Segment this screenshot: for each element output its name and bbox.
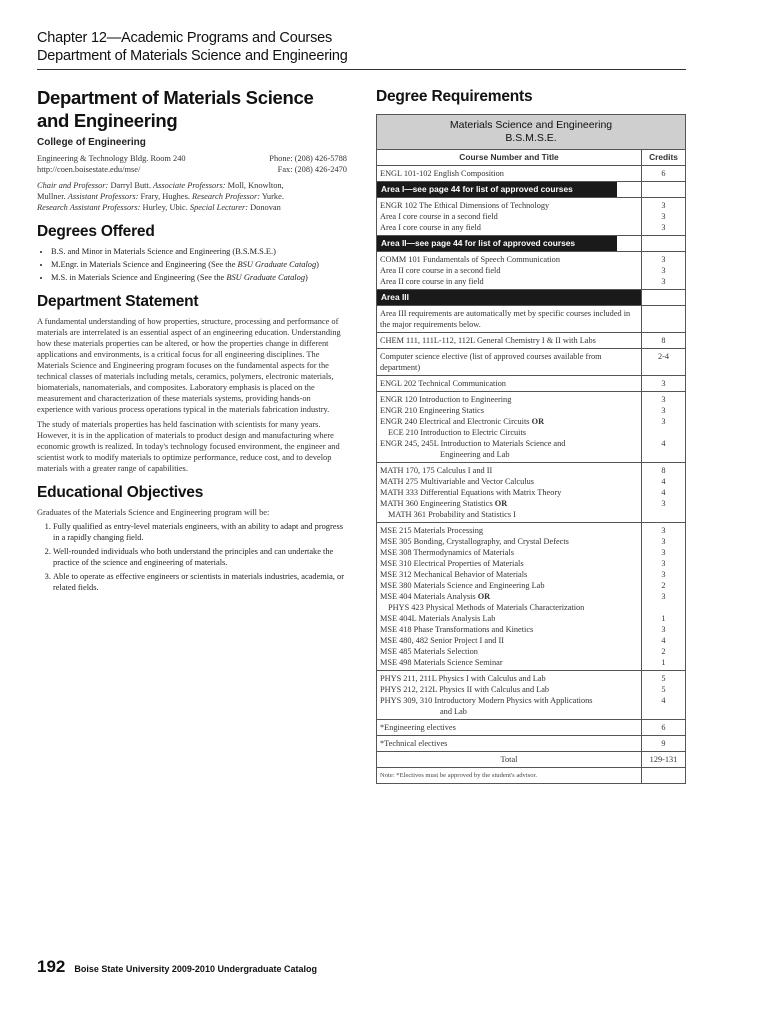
faculty-names: Mullner. bbox=[37, 192, 68, 201]
table-row bbox=[377, 333, 686, 349]
course-cell: Area III requirements are automatically met by specific courses included in the major requirements below. bbox=[377, 306, 642, 333]
credit-value: 1 bbox=[661, 658, 666, 667]
credit-value: 3 bbox=[661, 592, 666, 601]
course-cell bbox=[377, 252, 642, 290]
credits-cell bbox=[642, 306, 686, 333]
credit-value: 3 bbox=[661, 201, 666, 210]
area-iii-header bbox=[377, 290, 642, 306]
right-column bbox=[376, 88, 686, 784]
degrees-list bbox=[37, 246, 347, 283]
degree-text: ) bbox=[305, 273, 308, 282]
credits-cell bbox=[642, 182, 686, 198]
faculty-label: Assistant Professors: bbox=[67, 192, 139, 201]
credit-value: 3 bbox=[661, 277, 666, 286]
requirements-table bbox=[376, 114, 686, 784]
course-cell bbox=[377, 198, 642, 236]
credits-cell: 6 bbox=[642, 720, 686, 736]
objectives-intro: Graduates of the Materials Science and Engineering program will be: bbox=[37, 508, 270, 517]
table-title-line2: B.S.M.S.E. bbox=[505, 132, 557, 144]
faculty-names: Moll, Knowlton, bbox=[225, 181, 284, 190]
credits-cell bbox=[642, 198, 686, 236]
list-item bbox=[51, 246, 347, 257]
statement-paragraph-2: The study of materials properties has held fascination with scientists for many years. However, it is in the application of materials to product design and manufacturing where economic growth is realized. In today's technology focused environment, the engineer and scientist work to modify materials to optimize performance, reduce cost, and to develop materials with a greater range of capabilities. bbox=[37, 420, 340, 473]
course-line: MSE 305 Bonding, Crystallography, and Crystal Defects bbox=[380, 537, 569, 546]
table-row bbox=[377, 198, 686, 236]
list-item: 2. Well-rounded individuals who both understand the principles and can undertake the practice of the science and engineering of materials. bbox=[53, 546, 347, 568]
course-line: ENGR 120 Introduction to Engineering bbox=[380, 395, 512, 404]
credit-value: 2 bbox=[661, 647, 666, 656]
table-note: Note: *Electives must be approved by the student's advisor. bbox=[377, 768, 642, 784]
page-number: 192 bbox=[37, 957, 66, 976]
course-line: MSE 380 Materials Science and Engineering Lab bbox=[380, 581, 545, 590]
credit-value: 3 bbox=[661, 625, 666, 634]
faculty-names: Frary, Hughes. bbox=[138, 192, 193, 201]
course-line: Area I core course in a second field bbox=[380, 212, 498, 221]
table-row bbox=[377, 306, 686, 333]
credits-cell: 2-4 bbox=[642, 349, 686, 376]
credit-value: 5 bbox=[661, 685, 666, 694]
credits-cell: 8 bbox=[642, 333, 686, 349]
degree-text: B.S. and Minor in Materials Science and Engineering (B.S.M.S.E.) bbox=[51, 247, 276, 256]
list-item bbox=[51, 272, 347, 283]
course-line: MSE 485 Materials Selection bbox=[380, 647, 478, 656]
or-label: OR bbox=[531, 417, 545, 426]
course-cell bbox=[377, 671, 642, 720]
credits-cell bbox=[642, 463, 686, 523]
faculty-label: Chair and Professor: bbox=[37, 181, 109, 190]
faculty-names: Donovan bbox=[248, 203, 281, 212]
credits-cell: 9 bbox=[642, 736, 686, 752]
degrees-offered-heading: Degrees Offered bbox=[37, 223, 155, 240]
course-line: MATH 361 Probability and Statistics I bbox=[388, 510, 516, 519]
credit-value: 4 bbox=[661, 477, 666, 486]
credit-value: 3 bbox=[661, 255, 666, 264]
course-line: ENGR 245, 245L Introduction to Materials Science and bbox=[380, 439, 566, 448]
area-header-row bbox=[377, 236, 686, 252]
college-name: College of Engineering bbox=[37, 137, 146, 148]
credit-value: 4 bbox=[661, 636, 666, 645]
department-title-line2: and Engineering bbox=[37, 110, 178, 131]
column-header-course: Course Number and Title bbox=[377, 150, 642, 166]
course-text: MATH 360 Engineering Statistics bbox=[380, 499, 495, 508]
course-line: ENGR 102 The Ethical Dimensions of Technology bbox=[380, 201, 550, 210]
total-credits: 129-131 bbox=[642, 752, 686, 768]
degree-text: M.Engr. in Materials Science and Engineering (See the bbox=[51, 260, 238, 269]
table-header-row bbox=[377, 150, 686, 166]
credit-value: 1 bbox=[661, 614, 666, 623]
credits-cell bbox=[642, 252, 686, 290]
table-row bbox=[377, 736, 686, 752]
course-line: MATH 333 Differential Equations with Matrix Theory bbox=[380, 488, 562, 497]
left-column bbox=[37, 86, 347, 596]
course-cell: *Technical electives bbox=[377, 736, 642, 752]
course-line: Area II core course in any field bbox=[380, 277, 484, 286]
course-line: MATH 170, 175 Calculus I and II bbox=[380, 466, 493, 475]
course-line: and Lab bbox=[440, 707, 467, 716]
credit-value: 4 bbox=[661, 488, 666, 497]
credit-value: 3 bbox=[661, 395, 666, 404]
website-link[interactable]: http://coen.boisestate.edu/mse/ bbox=[37, 165, 141, 174]
credit-value: 3 bbox=[661, 223, 666, 232]
credit-value: 4 bbox=[661, 696, 666, 705]
credit-value: 4 bbox=[661, 439, 666, 448]
list-item bbox=[51, 259, 347, 270]
course-cell: ENGL 202 Technical Communication bbox=[377, 376, 642, 392]
table-row bbox=[377, 720, 686, 736]
department-statement-heading: Department Statement bbox=[37, 293, 199, 310]
course-cell: CHEM 111, 111L-112, 112L General Chemistry I & II with Labs bbox=[377, 333, 642, 349]
table-title bbox=[377, 115, 686, 150]
table-row bbox=[377, 392, 686, 463]
credits-cell: 6 bbox=[642, 166, 686, 182]
credit-value: 3 bbox=[661, 417, 666, 426]
course-line: PHYS 211, 211L Physics I with Calculus and Lab bbox=[380, 674, 546, 683]
degree-requirements-heading: Degree Requirements bbox=[376, 88, 533, 105]
credit-value: 3 bbox=[661, 406, 666, 415]
faculty-label: Research Professor: bbox=[192, 192, 261, 201]
header-divider bbox=[37, 69, 686, 70]
table-row bbox=[377, 376, 686, 392]
credit-value bbox=[645, 602, 682, 613]
course-line: PHYS 212, 212L Physics II with Calculus and Lab bbox=[380, 685, 550, 694]
credits-cell bbox=[642, 671, 686, 720]
course-line: MATH 275 Multivariable and Vector Calculus bbox=[380, 477, 535, 486]
credit-value: 3 bbox=[661, 499, 666, 508]
credits-cell bbox=[642, 523, 686, 671]
credit-value: 5 bbox=[661, 674, 666, 683]
or-label: OR bbox=[494, 499, 508, 508]
course-cell bbox=[377, 463, 642, 523]
or-label: OR bbox=[477, 592, 491, 601]
area-header-row bbox=[377, 290, 686, 306]
course-line: MSE 310 Electrical Properties of Materials bbox=[380, 559, 524, 568]
credit-value: 3 bbox=[661, 548, 666, 557]
faculty-label: Research Assistant Professors: bbox=[37, 203, 141, 212]
credits-cell bbox=[642, 392, 686, 463]
credit-value: 3 bbox=[661, 570, 666, 579]
course-line bbox=[380, 591, 638, 602]
faculty-label: Special Lecturer: bbox=[189, 203, 248, 212]
course-line: MSE 480, 482 Senior Project I and II bbox=[380, 636, 504, 645]
objectives-list bbox=[37, 521, 347, 593]
course-line: MSE 312 Mechanical Behavior of Materials bbox=[380, 570, 528, 579]
header-chapter: Chapter 12—Academic Programs and Courses bbox=[37, 30, 333, 46]
table-row bbox=[377, 252, 686, 290]
area-ii-header bbox=[377, 236, 642, 252]
note-row bbox=[377, 768, 686, 784]
page-footer bbox=[37, 957, 317, 977]
list-item: 1. Fully qualified as entry-level materials engineers, with an ability to adapt and progress in a rapidly changing field. bbox=[53, 521, 347, 543]
credit-value: 3 bbox=[661, 537, 666, 546]
course-cell: *Engineering electives bbox=[377, 720, 642, 736]
catalog-reference: BSU Graduate Catalog bbox=[237, 260, 317, 269]
course-line: Engineering and Lab bbox=[440, 450, 510, 459]
table-row bbox=[377, 523, 686, 671]
area-i-header bbox=[377, 182, 642, 198]
table-title-line1: Materials Science and Engineering bbox=[449, 119, 613, 131]
credit-value: 3 bbox=[661, 266, 666, 275]
course-line: MSE 404L Materials Analysis Lab bbox=[380, 614, 496, 623]
building: Engineering & Technology Bldg. Room 240 bbox=[37, 154, 186, 163]
credits-cell bbox=[642, 236, 686, 252]
educational-objectives-heading: Educational Objectives bbox=[37, 484, 204, 501]
table-row bbox=[377, 463, 686, 523]
list-item: 3. Able to operate as effective engineers or scientists in materials industries, academia, or related fields. bbox=[53, 571, 347, 593]
course-line: MSE 498 Materials Science Seminar bbox=[380, 658, 503, 667]
area-header-row bbox=[377, 182, 686, 198]
table-row bbox=[377, 349, 686, 376]
course-line: PHYS 423 Physical Methods of Materials Characterization bbox=[388, 603, 585, 612]
course-line: Area II core course in a second field bbox=[380, 266, 501, 275]
course-cell bbox=[377, 523, 642, 671]
department-title bbox=[37, 86, 347, 132]
credit-value: 3 bbox=[661, 559, 666, 568]
course-line: ECE 210 Introduction to Electric Circuits bbox=[388, 428, 527, 437]
table-row bbox=[377, 671, 686, 720]
faculty-label: Associate Professors: bbox=[153, 181, 226, 190]
catalog-name: Boise State University 2009-2010 Undergraduate Catalog bbox=[74, 964, 317, 974]
course-line: MSE 418 Phase Transformations and Kinetics bbox=[380, 625, 534, 634]
course-line bbox=[380, 416, 638, 427]
total-row bbox=[377, 752, 686, 768]
department-title-line1: Department of Materials Science bbox=[37, 87, 314, 108]
course-text: ENGR 240 Electrical and Electronic Circuits bbox=[380, 417, 532, 426]
course-cell: Computer science elective (list of approved courses available from department) bbox=[377, 349, 642, 376]
contact-info bbox=[37, 153, 347, 175]
fax: Fax: (208) 426-2470 bbox=[277, 165, 347, 174]
column-header-credits: Credits bbox=[642, 150, 686, 166]
credit-value: 2 bbox=[661, 581, 666, 590]
credit-value bbox=[645, 427, 682, 438]
course-line: MSE 215 Materials Processing bbox=[380, 526, 484, 535]
course-line: PHYS 309, 310 Introductory Modern Physics with Applications bbox=[380, 696, 593, 705]
area-i-label: Area I—see page 44 for list of approved courses bbox=[377, 182, 617, 197]
running-header bbox=[37, 29, 687, 65]
faculty-list bbox=[37, 180, 347, 213]
faculty-names: Darryl Butt. bbox=[108, 181, 154, 190]
table-row bbox=[377, 115, 686, 150]
course-line: ENGR 210 Engineering Statics bbox=[380, 406, 484, 415]
course-line: Area I core course in any field bbox=[380, 223, 481, 232]
faculty-names: Yurke. bbox=[260, 192, 284, 201]
table-row bbox=[377, 166, 686, 182]
degree-text: M.S. in Materials Science and Engineering (See the bbox=[51, 273, 227, 282]
credit-value: 3 bbox=[661, 212, 666, 221]
area-ii-label: Area II—see page 44 for list of approved courses bbox=[377, 236, 617, 251]
credits-cell bbox=[642, 768, 686, 784]
course-cell bbox=[377, 392, 642, 463]
course-line: COMM 101 Fundamentals of Speech Communication bbox=[380, 255, 560, 264]
statement-paragraph-1: A fundamental understanding of how properties, structure, processing and performance of materials are interrelated is an essential aspect of an engineering education. Understanding how these materials properties can be altered, or how the properties change in different applications and environments, is a critical focus for all engineering disciplines. The Materials Science and Engineering program focuses on the fundamental aspects for the technical classes of materials including metals, ceramics, polymers, electronic materials, biomaterials, nanomaterials, and composites. Laboratory emphasis is placed on the measurement and characterization of these materials systems, providing hands-on experience with various process operations typical in the materials fabrication industry. bbox=[37, 317, 341, 414]
course-text: MSE 404 Materials Analysis bbox=[380, 592, 478, 601]
catalog-reference: BSU Graduate Catalog bbox=[226, 273, 306, 282]
credit-value: 3 bbox=[661, 526, 666, 535]
course-line: MSE 308 Thermodynamics of Materials bbox=[380, 548, 514, 557]
degree-text: ) bbox=[316, 260, 319, 269]
faculty-names: Hurley, Ubic. bbox=[140, 203, 190, 212]
credit-value: 8 bbox=[661, 466, 666, 475]
credits-cell bbox=[642, 290, 686, 306]
area-iii-label: Area III bbox=[377, 290, 641, 305]
course-line bbox=[380, 498, 638, 509]
phone: Phone: (208) 426-5788 bbox=[269, 154, 347, 163]
header-department: Department of Materials Science and Engineering bbox=[37, 48, 348, 64]
credits-cell: 3 bbox=[642, 376, 686, 392]
total-label: Total bbox=[377, 752, 642, 768]
course-cell: ENGL 101-102 English Composition bbox=[377, 166, 642, 182]
